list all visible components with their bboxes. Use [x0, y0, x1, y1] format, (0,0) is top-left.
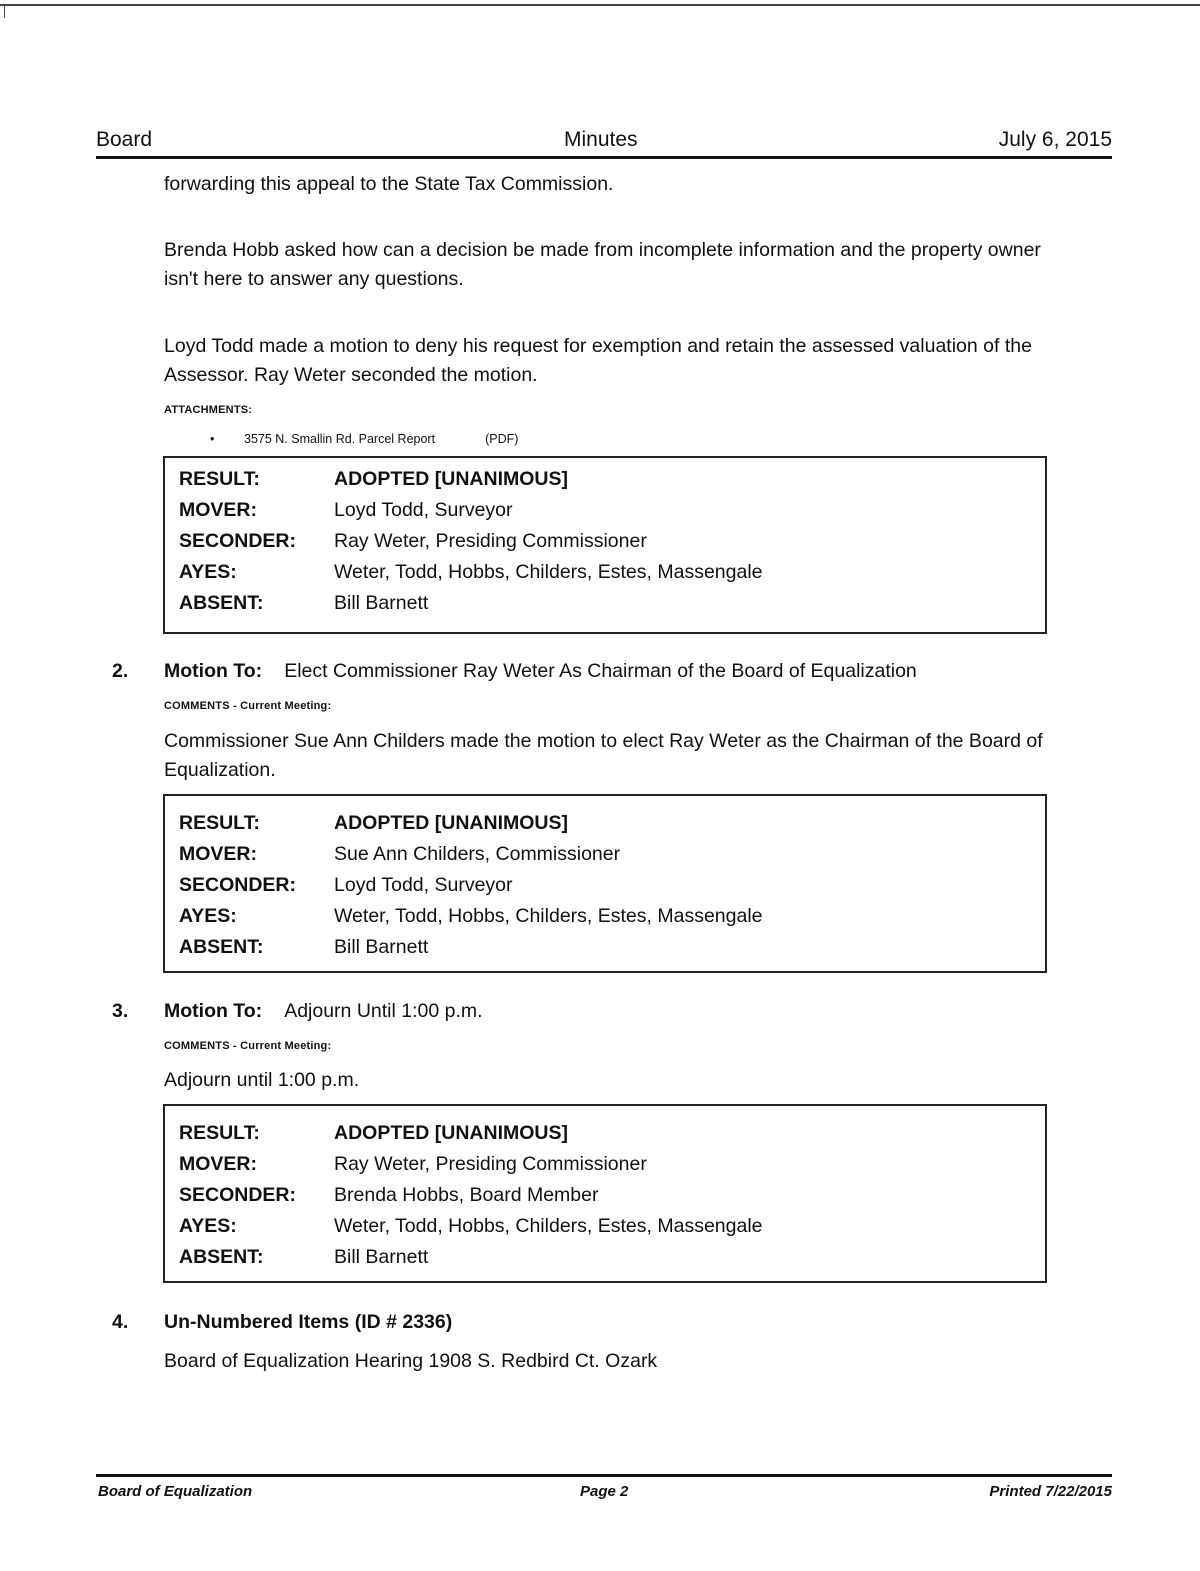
ayes-label: AYES: [179, 561, 237, 583]
absent-value: Bill Barnett [334, 1246, 429, 1268]
mover-label: MOVER: [179, 843, 257, 865]
ayes-label: AYES: [179, 905, 237, 927]
item3-comments-label: COMMENTS - Current Meeting: [164, 1040, 332, 1052]
header-center: Minutes [564, 128, 638, 151]
item2-motion-text: Elect Commissioner Ray Weter As Chairman of the Board of Equalization [284, 660, 917, 682]
vote-row-result [165, 1118, 1045, 1149]
result-value: ADOPTED [UNANIMOUS] [334, 468, 568, 490]
vote-row-mover [165, 1149, 1045, 1180]
footer-page: Page 2 [580, 1483, 629, 1500]
item1-continuation: forwarding this appeal to the State Tax Commission. [164, 173, 614, 195]
attachments-label: ATTACHMENTS: [164, 404, 253, 416]
footer-printed: Printed 7/22/2015 [989, 1483, 1112, 1500]
vote-row-result [165, 464, 1045, 495]
seconder-value: Brenda Hobbs, Board Member [334, 1184, 599, 1206]
vote-row-seconder [165, 870, 1045, 901]
item4-title: Un-Numbered Items (ID # 2336) [164, 1311, 453, 1333]
vote-row-ayes [165, 1211, 1045, 1242]
item1-paragraph-hobb: Brenda Hobb asked how can a decision be made from incomplete information and the property owner isn't here to answer any questions. [164, 239, 1041, 290]
result-label: RESULT: [179, 812, 260, 834]
absent-label: ABSENT: [179, 936, 264, 958]
absent-value: Bill Barnett [334, 936, 429, 958]
vote-box-item1 [163, 456, 1047, 634]
vote-row-absent [165, 588, 1045, 619]
page-footer [96, 1474, 1112, 1500]
mover-value: Sue Ann Childers, Commissioner [334, 843, 621, 865]
absent-value: Bill Barnett [334, 592, 429, 614]
attachment-name[interactable]: 3575 N. Smallin Rd. Parcel Report [244, 432, 436, 446]
mover-label: MOVER: [179, 499, 257, 521]
mover-label: MOVER: [179, 1153, 257, 1175]
vote-row-seconder [165, 526, 1045, 557]
item3-comment: Adjourn until 1:00 p.m. [164, 1069, 360, 1091]
page-header [96, 124, 1112, 159]
item1-paragraph-motion: Loyd Todd made a motion to deny his request for exemption and retain the assessed valuation of the Assessor. Ray Weter seconded the motion. [164, 335, 1032, 386]
absent-label: ABSENT: [179, 1246, 264, 1268]
item2-comments-label: COMMENTS - Current Meeting: [164, 700, 332, 712]
attachment-type: (PDF) [485, 432, 519, 446]
item3-title [164, 1000, 483, 1023]
header-date: July 6, 2015 [998, 128, 1112, 151]
vote-row-ayes [165, 901, 1045, 932]
page-edge-mark [4, 4, 5, 18]
item4-number: 4. [112, 1311, 129, 1333]
seconder-label: SECONDER: [179, 1184, 297, 1206]
ayes-label: AYES: [179, 1215, 237, 1237]
result-value: ADOPTED [UNANIMOUS] [334, 812, 568, 834]
seconder-value: Loyd Todd, Surveyor [334, 874, 513, 896]
vote-box-item3 [163, 1104, 1047, 1283]
result-value: ADOPTED [UNANIMOUS] [334, 1122, 568, 1144]
bullet-icon: • [210, 432, 215, 446]
footer-left: Board of Equalization [98, 1483, 253, 1500]
page-edge-line [0, 4, 1200, 6]
result-label: RESULT: [179, 1122, 260, 1144]
ayes-value: Weter, Todd, Hobbs, Childers, Estes, Massengale [334, 1215, 763, 1237]
mover-value: Ray Weter, Presiding Commissioner [334, 1153, 647, 1175]
item3-motion-label: Motion To: [164, 1000, 263, 1022]
item2-motion-label: Motion To: [164, 660, 263, 682]
ayes-value: Weter, Todd, Hobbs, Childers, Estes, Massengale [334, 561, 763, 583]
item3-motion-text: Adjourn Until 1:00 p.m. [284, 1000, 483, 1022]
header-left: Board [96, 128, 153, 151]
seconder-value: Ray Weter, Presiding Commissioner [334, 530, 647, 552]
vote-row-result [165, 808, 1045, 839]
item2-number: 2. [112, 660, 129, 682]
absent-label: ABSENT: [179, 592, 264, 614]
item2-comment: Commissioner Sue Ann Childers made the motion to elect Ray Weter as the Chairman of the Board of Equalization. [164, 730, 1043, 781]
seconder-label: SECONDER: [179, 874, 297, 896]
vote-row-mover [165, 839, 1045, 870]
ayes-value: Weter, Todd, Hobbs, Childers, Estes, Massengale [334, 905, 763, 927]
seconder-label: SECONDER: [179, 530, 297, 552]
vote-row-absent [165, 1242, 1045, 1273]
result-label: RESULT: [179, 468, 260, 490]
vote-row-mover [165, 495, 1045, 526]
attachment-item[interactable] [210, 432, 518, 446]
item3-number: 3. [112, 1000, 129, 1022]
item2-title [164, 660, 917, 683]
vote-row-seconder [165, 1180, 1045, 1211]
item4-text: Board of Equalization Hearing 1908 S. Redbird Ct. Ozark [164, 1350, 658, 1372]
mover-value: Loyd Todd, Surveyor [334, 499, 513, 521]
vote-box-item2 [163, 794, 1047, 973]
vote-row-ayes [165, 557, 1045, 588]
vote-row-absent [165, 932, 1045, 963]
